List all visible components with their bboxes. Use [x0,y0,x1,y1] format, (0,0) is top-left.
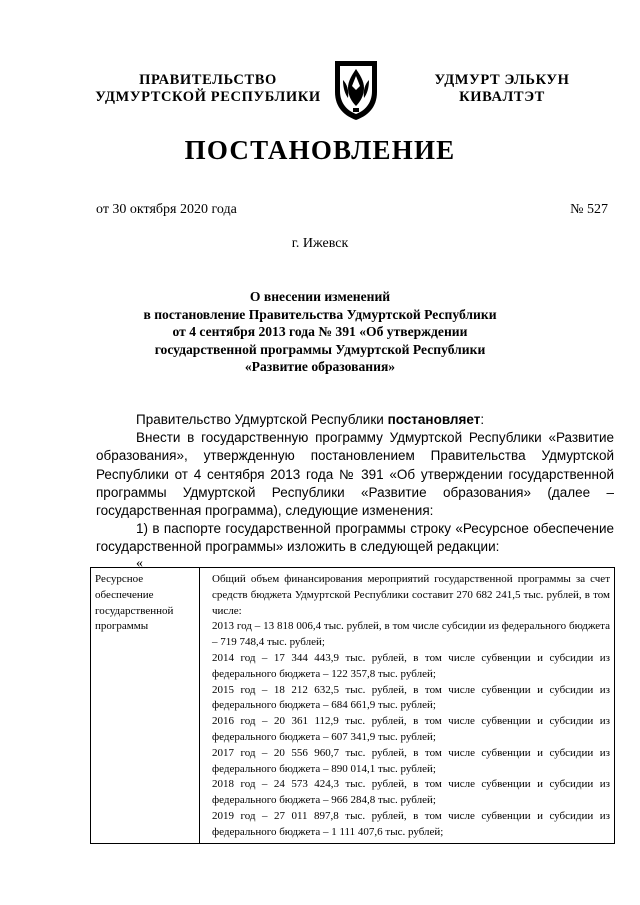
table-value-cell [200,568,615,844]
funding-line: 2014 год – 17 344 443,9 тыс. рублей, в том числе субвенции и субсидии из федерального бюджета – 122 357,8 тыс. рублей; [212,651,610,680]
amendment-paragraph: Внести в государственную программу Удмуртской Республики «Развитие образования», утвержденную постановлением Правительства Удмуртской Республики от 4 сентября 2013 года № 391 «Об утверждении государственной программы Удмуртской Республики «Развитие образования» (далее – государственная программа), следующие изменения: [96,430,614,519]
document-number: № 527 [570,202,608,217]
resolution-paragraph [96,411,614,429]
funding-line: 2019 год – 27 011 897,8 тыс. рублей, в том числе субвенции и субсидии из федерального бюджета – 1 111 407,6 тыс. рублей; [212,809,610,838]
issuer-line: КИВАЛТЭТ [459,89,545,105]
subject-line: «Развитие образования» [244,359,396,374]
funding-line: 2016 год – 20 361 112,9 тыс. рублей, в том числе субвенции и субсидии из федерального бюджета – 607 341,9 тыс. рублей; [212,715,610,743]
document-title: ПОСТАНОВЛЕНИЕ [184,135,456,165]
issuer-line: УДМУРТ ЭЛЬКУН [434,72,570,88]
subject-line: от 4 сентября 2013 года № 391 «Об утверждении [172,324,468,339]
document-subject [100,288,540,376]
subject-line: государственной программы Удмуртской Республики [154,341,486,357]
funding-line: 2017 год – 20 556 960,7 тыс. рублей, в том числе субвенции и субсидии из федерального бюджета – 890 014,1 тыс. рублей; [212,746,610,775]
funding-line: Общий объем финансирования мероприятий государственной программы за счет средств бюджета Удмуртской Республики составит 270 682 241,5 тыс. рублей, в том числе: [212,573,610,617]
issuer-line: УДМУРТСКОЙ РЕСПУБЛИКИ [95,89,321,105]
document-city: г. Ижевск [291,236,349,251]
subject-line: в постановление Правительства Удмуртской Республики [143,306,497,322]
funding-line: 2013 год – 13 818 006,4 тыс. рублей, в том числе субсидии из федерального бюджета – 719 748,4 тыс. рублей; [212,620,610,649]
resolution-text: Правительство Удмуртской Республики [136,412,388,427]
resource-table [90,567,615,844]
resolution-verb: постановляет [387,412,481,427]
table-row [91,568,615,844]
document-date: от 30 октября 2020 года [96,202,237,217]
coat-of-arms-icon [331,58,381,122]
document-body [96,411,614,557]
funding-line: 2015 год – 18 212 632,5 тыс. рублей, в том числе субвенции и субсидии из федерального бюджета – 684 661,9 тыс. рублей; [212,683,610,712]
funding-line: 2018 год – 24 573 424,3 тыс. рублей, в том числе субвенции и субсидии из федерального бюджета – 966 284,8 тыс. рублей; [212,778,610,807]
opening-quote: « [136,556,143,571]
amendment-item-1: 1) в паспорте государственной программы строку «Ресурсное обеспечение государственной программы» изложить в следующей редакции: [96,521,614,555]
issuer-name-udmurt [418,72,586,106]
subject-line: О внесении изменений [249,289,391,304]
issuer-name-russian [88,72,328,106]
table-label-cell: Ресурсное обеспечение государственной программы [91,568,200,844]
issuer-line: ПРАВИТЕЛЬСТВО [139,72,277,88]
resolution-colon: : [480,412,485,427]
